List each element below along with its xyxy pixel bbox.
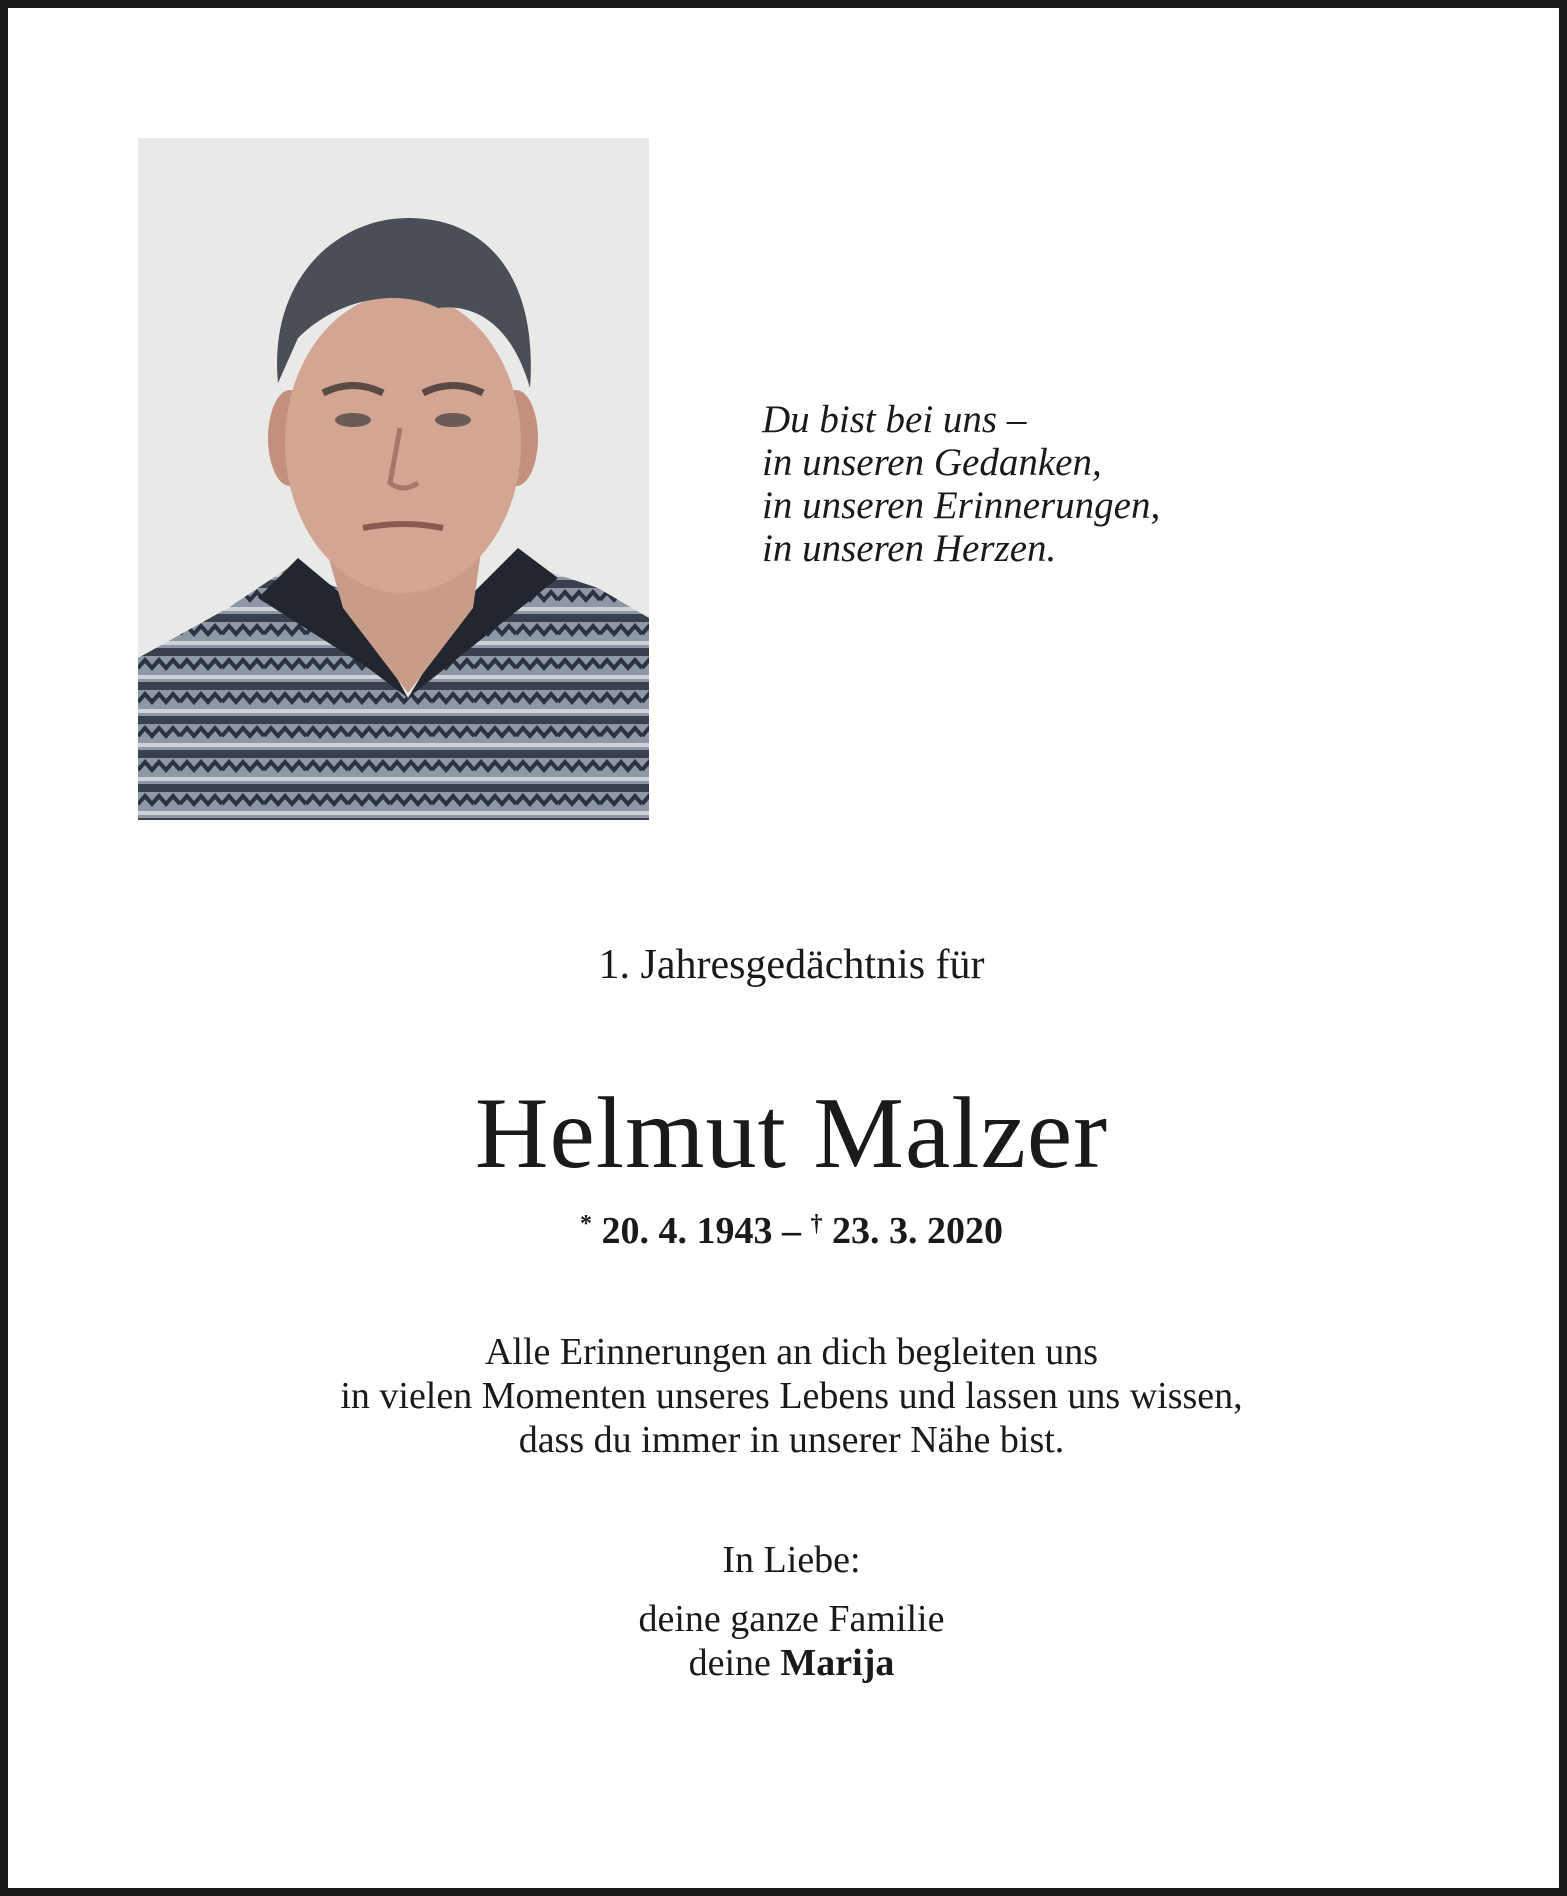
quote-line: in unseren Erinnerungen, (762, 484, 1161, 527)
death-symbol: † (810, 1211, 823, 1237)
signoff-prefix: deine (688, 1642, 781, 1684)
signoff-line (8, 1641, 1567, 1685)
birth-date: 20. 4. 1943 (601, 1210, 773, 1252)
portrait-photo (138, 138, 649, 820)
death-date: 23. 3. 2020 (832, 1210, 1003, 1252)
deceased-name: Helmut Malzer (474, 1077, 1109, 1190)
quote-line: in unseren Gedanken, (762, 441, 1102, 484)
birth-symbol: * (580, 1211, 592, 1237)
quote-line: in unseren Herzen. (762, 527, 1057, 570)
message-line: Alle Erinnerungen an dich begleiten uns (484, 1331, 1099, 1373)
life-dates (8, 1200, 1567, 1255)
memorial-subtitle: 1. Jahresgedächtnis für (598, 942, 985, 988)
signoff-label: In Liebe: (722, 1539, 861, 1581)
message-line: in vielen Momenten unseres Lebens und lassen uns wissen, (340, 1375, 1243, 1417)
date-separator: – (772, 1210, 811, 1252)
memorial-quote (762, 398, 1462, 570)
message-line: dass du immer in unserer Nähe bist. (518, 1419, 1065, 1461)
quote-line: Du bist bei uns – (762, 398, 1027, 441)
portrait-illustration (138, 138, 649, 820)
signoff-line: deine ganze Familie (638, 1598, 945, 1640)
signoff-name: Marija (780, 1642, 895, 1684)
memorial-message (8, 1330, 1567, 1462)
signoff-names (8, 1597, 1567, 1685)
